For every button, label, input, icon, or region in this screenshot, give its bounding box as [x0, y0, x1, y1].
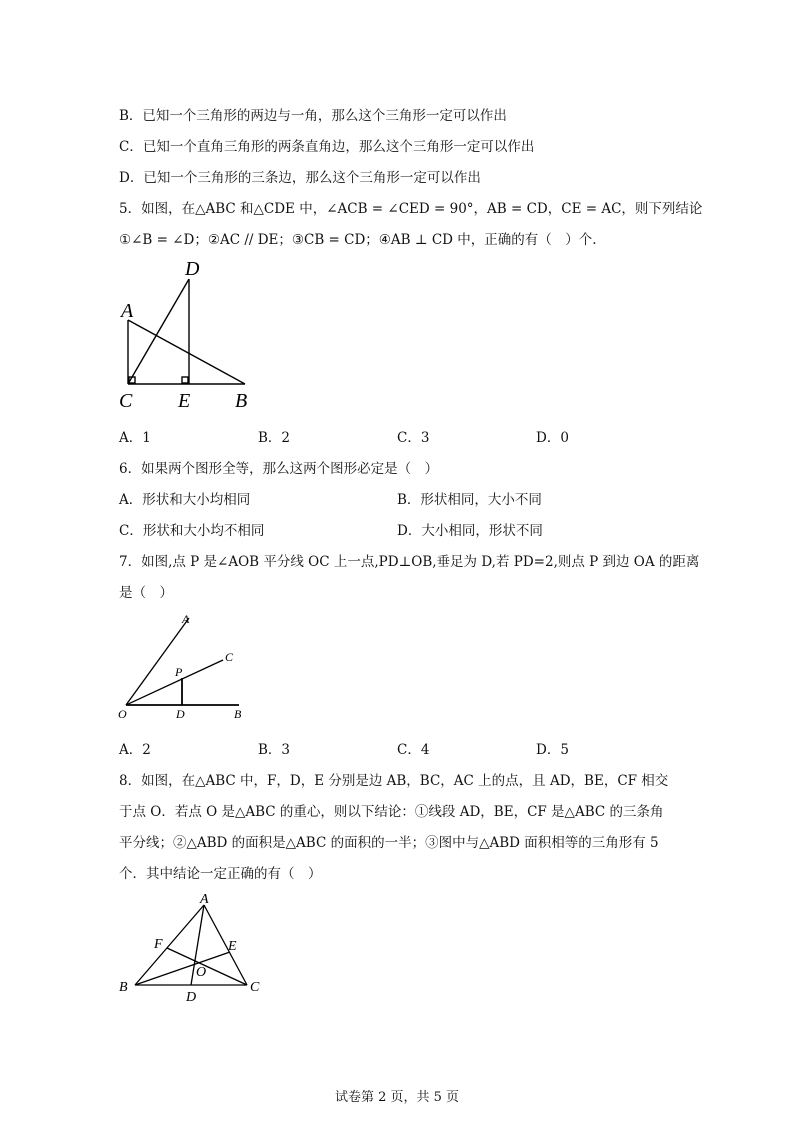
q4-option-c: C．已知一个直角三角形的两条直角边，那么这个三角形一定可以作出 — [119, 139, 535, 155]
q5-option-a: A．1 — [119, 430, 151, 446]
q7-option-c: C．4 — [397, 742, 430, 758]
q5-label-a: A — [121, 300, 134, 322]
page-footer: 试卷第 2 页，共 5 页 — [334, 1090, 460, 1105]
q8-side-ac — [204, 905, 247, 985]
q8-label-c: C — [250, 980, 260, 995]
q5-label-e: E — [178, 390, 191, 412]
q8-stem-line4: 个．其中结论一定正确的有（ ） — [119, 866, 322, 882]
q5-label-b: B — [235, 390, 248, 412]
q5-label-c: C — [119, 390, 133, 412]
q5-option-c: C．3 — [397, 430, 430, 446]
q7-stem-line1: 7．如图,点 P 是∠AOB 平分线 OC 上一点,PD⊥OB,垂足为 D,若 PD=2,则点 P 到边 OA 的距离 — [119, 554, 700, 570]
q7-option-d: D．5 — [536, 742, 569, 758]
q6-option-d: D．大小相同，形状不同 — [397, 523, 543, 539]
q8-label-o: O — [196, 965, 207, 980]
q8-figure — [115, 890, 275, 1010]
q5-stem-line2: ①∠B = ∠D；②AC // DE；③CB = CD；④AB ⊥ CD 中，正确的有（ ）个. — [119, 232, 597, 248]
q7-option-a: A．2 — [119, 742, 151, 758]
q8-label-e: E — [228, 939, 237, 954]
q8-label-d: D — [186, 990, 197, 1005]
q8-label-a: A — [200, 892, 209, 907]
q7-label-p: P — [175, 665, 183, 679]
q6-stem: 6．如果两个图形全等，那么这两个图形必定是（ ） — [119, 461, 439, 477]
q6-option-a: A．形状和大小均相同 — [119, 492, 251, 508]
q8-stem-line2: 于点 O．若点 O 是△ABC 的重心，则以下结论：①线段 AD，BE，CF 是△ABC 的三条角 — [119, 804, 664, 820]
q7-label-b: B — [234, 707, 242, 721]
q8-label-f: F — [154, 937, 163, 952]
q7-label-c: C — [225, 650, 234, 664]
q5-stem-line1: 5．如图，在△ABC 和△CDE 中，∠ACB = ∠CED = 90°，AB = CD，CE = AC，则下列结论 — [119, 201, 703, 217]
q4-option-d: D．已知一个三角形的三条边，那么这个三角形一定可以作出 — [119, 170, 481, 186]
q7-option-b: B．3 — [258, 742, 291, 758]
q7-label-o: O — [118, 707, 127, 721]
q5-segment-cd — [128, 279, 189, 384]
q7-stem-line2: 是（ ） — [119, 585, 173, 601]
q6-option-c: C．形状和大小均不相同 — [119, 523, 265, 539]
q5-label-d: D — [185, 258, 200, 280]
q5-option-b: B．2 — [258, 430, 291, 446]
q8-stem-line1: 8．如图，在△ABC 中，F，D，E 分别是边 AB，BC，AC 上的点，且 AD，BE，CF 相交 — [119, 773, 669, 789]
q4-option-b: B．已知一个三角形的两边与一角，那么这个三角形一定可以作出 — [119, 108, 507, 124]
q8-stem-line3: 平分线；②△ABD 的面积是△ABC 的面积的一半；③图中与△ABD 面积相等的三角形有 5 — [119, 835, 659, 851]
q5-figure — [115, 255, 265, 415]
q7-figure — [115, 610, 255, 725]
q6-option-b: B．形状相同，大小不同 — [397, 492, 542, 508]
q5-right-angle-e — [182, 377, 188, 383]
q7-label-d: D — [176, 707, 185, 721]
q5-option-d: D．0 — [536, 430, 569, 446]
q7-label-a: A — [182, 612, 190, 626]
q7-ray-oa — [126, 618, 189, 705]
q8-label-b: B — [119, 980, 128, 995]
q5-segment-ab — [128, 320, 245, 384]
